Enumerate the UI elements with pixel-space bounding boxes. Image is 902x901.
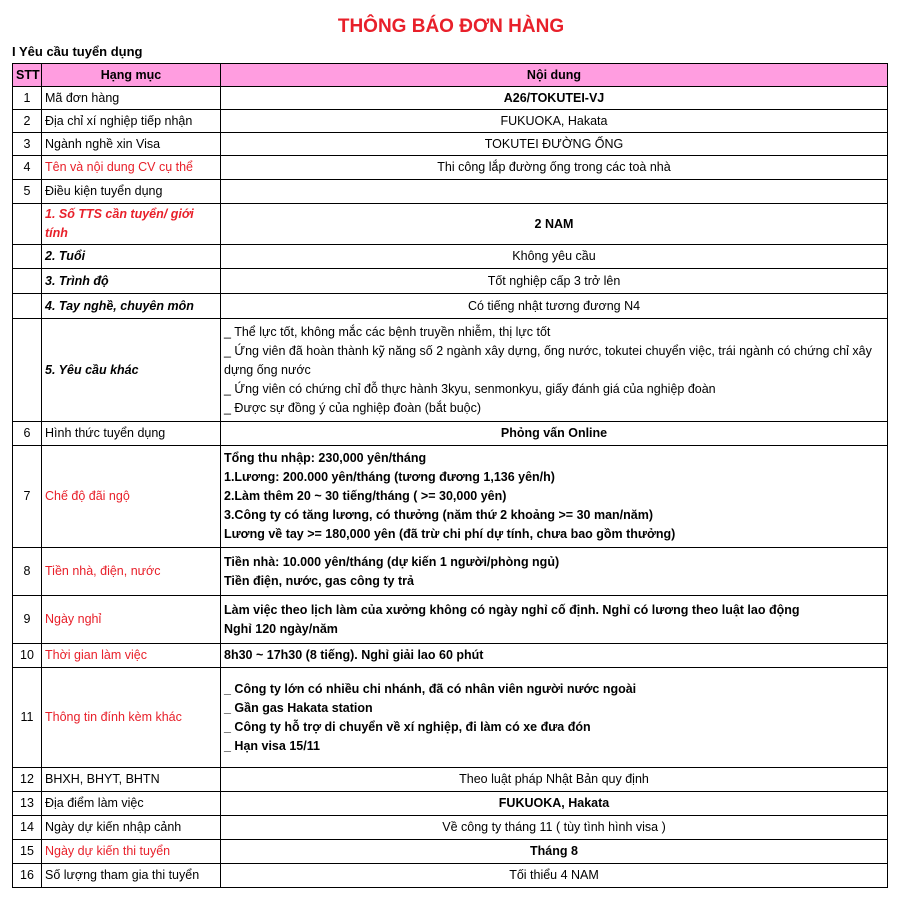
- row-content: FUKUOKA, Hakata: [221, 110, 888, 133]
- table-row: [13, 245, 888, 269]
- table-row: [13, 319, 888, 422]
- row-stt: [13, 294, 42, 319]
- row-stt: 14: [13, 816, 42, 840]
- table-row: [13, 668, 888, 768]
- header-stt: STT: [13, 64, 42, 87]
- row-stt: 2: [13, 110, 42, 133]
- row-stt: 11: [13, 668, 42, 768]
- row-stt: [13, 245, 42, 269]
- table-row: [13, 644, 888, 668]
- table-row: [13, 133, 888, 156]
- row-item: Địa điểm làm việc: [42, 792, 221, 816]
- row-content: Không yêu cầu: [221, 245, 888, 269]
- content-line: _ Công ty hỗ trợ di chuyển về xí nghiệp, đi làm có xe đưa đón: [224, 719, 591, 734]
- content-line: 2.Làm thêm 20 ~ 30 tiếng/tháng ( >= 30,000 yên): [224, 489, 507, 503]
- row-stt: 7: [13, 446, 42, 548]
- row-item: Hình thức tuyển dụng: [42, 422, 221, 446]
- row-content: [221, 446, 888, 548]
- content-line: _ Gần gas Hakata station: [224, 700, 373, 715]
- row-item: Ngày dự kiến thi tuyển: [42, 840, 221, 864]
- row-stt: 4: [13, 156, 42, 180]
- row-stt: [13, 269, 42, 294]
- row-item: Điều kiện tuyển dụng: [42, 180, 221, 204]
- table-row: [13, 294, 888, 319]
- row-content: A26/TOKUTEI-VJ: [221, 87, 888, 110]
- row-item: Mã đơn hàng: [42, 87, 221, 110]
- content-line: Tổng thu nhập: 230,000 yên/tháng: [224, 451, 427, 465]
- row-stt: 9: [13, 596, 42, 644]
- content-line: _ Công ty lớn có nhiều chi nhánh, đã có nhân viên người nước ngoài: [224, 681, 637, 696]
- table-row: [13, 840, 888, 864]
- row-content: [221, 319, 888, 422]
- table-row: [13, 87, 888, 110]
- table-row: [13, 792, 888, 816]
- row-stt: 13: [13, 792, 42, 816]
- row-content: Tháng 8: [221, 840, 888, 864]
- row-content: TOKUTEI ĐƯỜNG ỐNG: [221, 133, 888, 156]
- row-content: [221, 668, 888, 768]
- row-stt: 16: [13, 864, 42, 888]
- row-item: Ngày nghỉ: [42, 596, 221, 644]
- row-item: 5. Yêu cầu khác: [42, 319, 221, 422]
- row-content: [221, 596, 888, 644]
- row-content: Tối thiểu 4 NAM: [221, 864, 888, 888]
- content-line: 3.Công ty có tăng lương, có thưởng (năm thứ 2 khoảng >= 30 man/năm): [224, 508, 653, 522]
- table-row: [13, 446, 888, 548]
- row-item: BHXH, BHYT, BHTN: [42, 768, 221, 792]
- row-item: Số lượng tham gia thi tuyển: [42, 864, 221, 888]
- header-item: Hạng mục: [42, 64, 221, 87]
- row-content: 8h30 ~ 17h30 (8 tiếng). Nghỉ giải lao 60 phút: [221, 644, 888, 668]
- row-stt: 3: [13, 133, 42, 156]
- table-row: [13, 768, 888, 792]
- row-item: Ngành nghề xin Visa: [42, 133, 221, 156]
- table-row: [13, 204, 888, 245]
- row-content: Tốt nghiệp cấp 3 trở lên: [221, 269, 888, 294]
- content-line: 1.Lương: 200.000 yên/tháng (tương đương 1,136 yên/h): [224, 470, 555, 484]
- row-content: [221, 548, 888, 596]
- table-row: [13, 596, 888, 644]
- row-stt: 6: [13, 422, 42, 446]
- row-stt: 1: [13, 87, 42, 110]
- content-line: Lương về tay >= 180,000 yên (đã trừ chi phí dự tính, chưa bao gồm thưởng): [224, 527, 676, 541]
- row-stt: 8: [13, 548, 42, 596]
- table-row: [13, 864, 888, 888]
- row-stt: [13, 319, 42, 422]
- table-row: [13, 110, 888, 133]
- table-row: [13, 180, 888, 204]
- content-line: _ Ứng viên đã hoàn thành kỹ năng số 2 ngành xây dựng, ống nước, tokutei chuyển việc, trái ngành có chứng chỉ xây dựng ống nước: [224, 343, 872, 377]
- row-content: 2 NAM: [221, 204, 888, 245]
- content-line: Tiền nhà: 10.000 yên/tháng (dự kiến 1 người/phòng ngủ): [224, 554, 560, 569]
- content-line: _ Ứng viên có chứng chỉ đỗ thực hành 3kyu, senmonkyu, giấy đánh giá của nghiệp đoàn: [224, 381, 716, 396]
- row-item: Tiền nhà, điện, nước: [42, 548, 221, 596]
- content-line: _ Thể lực tốt, không mắc các bệnh truyền nhiễm, thị lực tốt: [224, 324, 551, 339]
- section-heading: I Yêu cầu tuyển dụng: [12, 44, 143, 59]
- row-item: 2. Tuổi: [42, 245, 221, 269]
- row-content: Có tiếng nhật tương đương N4: [221, 294, 888, 319]
- row-item: Ngày dự kiến nhập cảnh: [42, 816, 221, 840]
- row-stt: 12: [13, 768, 42, 792]
- page-title: THÔNG BÁO ĐƠN HÀNG: [337, 16, 565, 37]
- content-line: _ Hạn visa 15/11: [224, 738, 320, 753]
- content-line: Tiền điện, nước, gas công ty trả: [224, 573, 414, 588]
- row-item: Thời gian làm việc: [42, 644, 221, 668]
- row-item: Địa chỉ xí nghiệp tiếp nhận: [42, 110, 221, 133]
- row-item: Thông tin đính kèm khác: [42, 668, 221, 768]
- row-content: [221, 180, 888, 204]
- row-item: 1. Số TTS cần tuyển/ giới tính: [42, 204, 221, 245]
- row-item: Chế độ đãi ngộ: [42, 446, 221, 548]
- content-line: Nghỉ 120 ngày/năm: [224, 621, 338, 636]
- header-content: Nội dung: [221, 64, 888, 87]
- row-stt: 5: [13, 180, 42, 204]
- row-stt: 10: [13, 644, 42, 668]
- table-row: [13, 422, 888, 446]
- table-row: [13, 548, 888, 596]
- row-content: Phỏng vấn Online: [221, 422, 888, 446]
- row-item: 3. Trình độ: [42, 269, 221, 294]
- row-content: Về công ty tháng 11 ( tùy tình hình visa ): [221, 816, 888, 840]
- table-header-row: [13, 64, 888, 87]
- order-table: [12, 63, 888, 888]
- row-stt: [13, 204, 42, 245]
- content-line: _ Được sự đồng ý của nghiệp đoàn (bắt buộc): [224, 400, 482, 415]
- row-stt: 15: [13, 840, 42, 864]
- content-line: Làm việc theo lịch làm của xưởng không có ngày nghỉ cố định. Nghỉ có lương theo luật lao động: [224, 602, 800, 617]
- table-row: [13, 269, 888, 294]
- row-content: Theo luật pháp Nhật Bản quy định: [221, 768, 888, 792]
- table-row: [13, 156, 888, 180]
- table-row: [13, 816, 888, 840]
- row-item: 4. Tay nghề, chuyên môn: [42, 294, 221, 319]
- row-content: Thi công lắp đường ống trong các toà nhà: [221, 156, 888, 180]
- row-content: FUKUOKA, Hakata: [221, 792, 888, 816]
- row-item: Tên và nội dung CV cụ thể: [42, 156, 221, 180]
